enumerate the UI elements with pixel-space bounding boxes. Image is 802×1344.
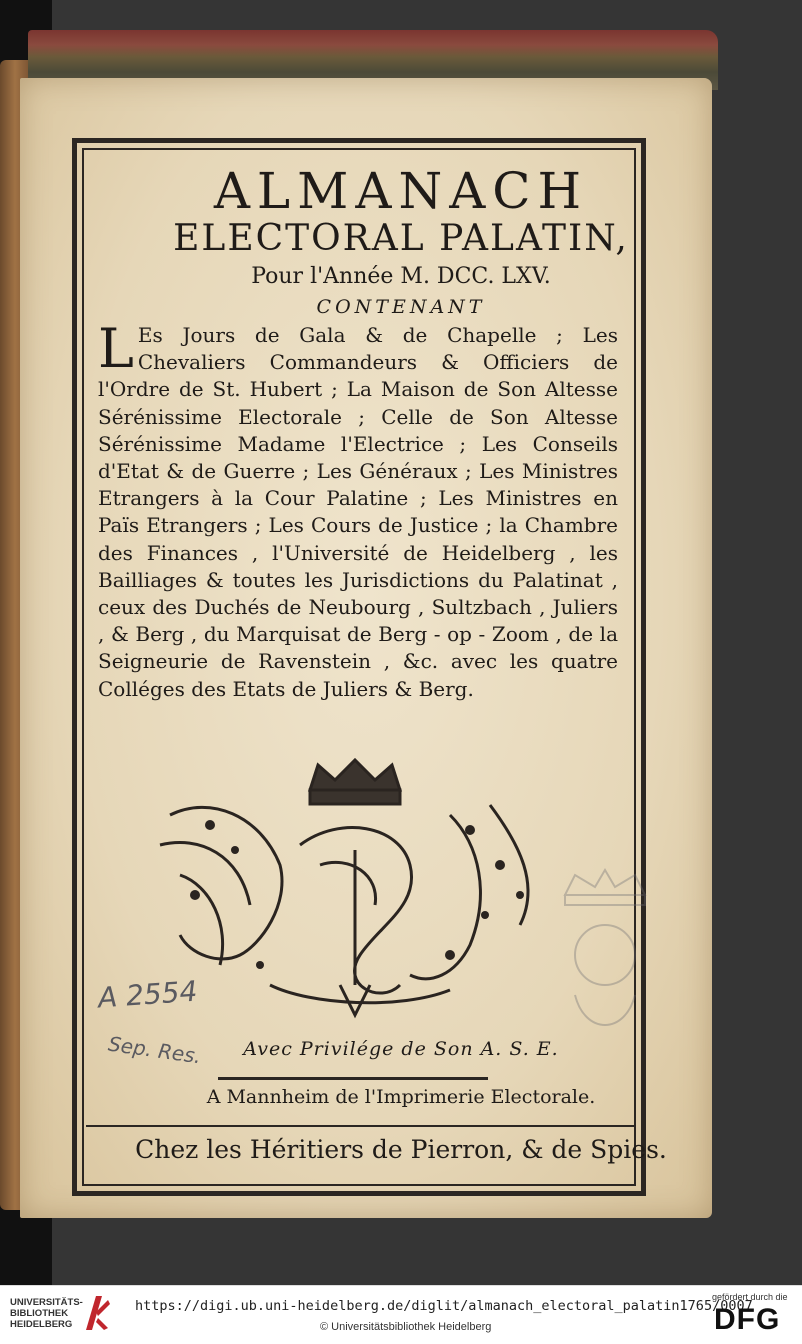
- manuscript-shelfmark: A 2554: [96, 974, 199, 1015]
- dfg-logo[interactable]: DFG: [714, 1303, 781, 1336]
- title-electoral-palatin: ELECTORAL PALATIN,: [173, 218, 629, 259]
- contents-paragraph: [98, 317, 618, 703]
- title-year: Pour l'Année M. DCC. LXV.: [251, 264, 551, 289]
- logo-line-2: BIBLIOTHEK: [10, 1308, 69, 1319]
- sponsor-label: gefördert durch die: [712, 1292, 788, 1302]
- contents-text: Es Jours de Gala & de Chapelle ; Les Chevaliers Commandeurs & Officiers de l'Ordre de St. Hubert ; La Maison de Son Altesse Sérénissime Electorale ; Celle de Son Altesse Sérénissime Madame l'Electrice ; Les Conseils d'Etat & de Guerre ; Les Généraux ; Les Ministres Etrangers à la Cour Palatine ; Les Ministres en Païs Etrangers ; Les Cours de Justice ; la Chambre des Finances , l'Université de Heidelberg , les Bailliages & toutes les Jurisdictions du Palatinat , ceux des Duchés de Neubourg , Sultzbach , Juliers , & Berg , du Marquisat de Berg - op - Zoom , de la Seigneurie de Ravenstein , &c. avec les quatre Colléges des Etats de Juliers & Berg.: [98, 323, 618, 701]
- library-stamp: [545, 865, 665, 1045]
- university-logo-icon: [82, 1292, 112, 1332]
- title-almanach: ALMANACH: [213, 162, 589, 220]
- logo-line-3: HEIDELBERG: [10, 1319, 73, 1330]
- logo-line-1: UNIVERSITÄTS-: [10, 1297, 83, 1308]
- permalink-url[interactable]: https://digi.ub.uni-heidelberg.de/diglit/almanach_electoral_palatin1765/0007: [135, 1298, 753, 1314]
- drop-cap: L: [98, 317, 134, 380]
- privilege-line: Avec Privilége de Son A. S. E.: [243, 1038, 559, 1060]
- viewer-footer: [0, 1285, 802, 1344]
- crown-monogram-ornament: [150, 755, 560, 1025]
- imprint-line: A Mannheim de l'Imprimerie Electorale.: [206, 1086, 596, 1108]
- manuscript-note: Sep. Res.: [106, 1031, 203, 1069]
- contenant-heading: CONTENANT: [316, 296, 486, 318]
- university-library-logo[interactable]: [10, 1297, 83, 1330]
- copyright-notice: © Universitätsbibliothek Heidelberg: [320, 1321, 492, 1333]
- divider-rule: [218, 1077, 488, 1080]
- divider-rule-wide: [86, 1125, 634, 1127]
- publisher-line: Chez les Héritiers de Pierron, & de Spies.: [135, 1135, 667, 1164]
